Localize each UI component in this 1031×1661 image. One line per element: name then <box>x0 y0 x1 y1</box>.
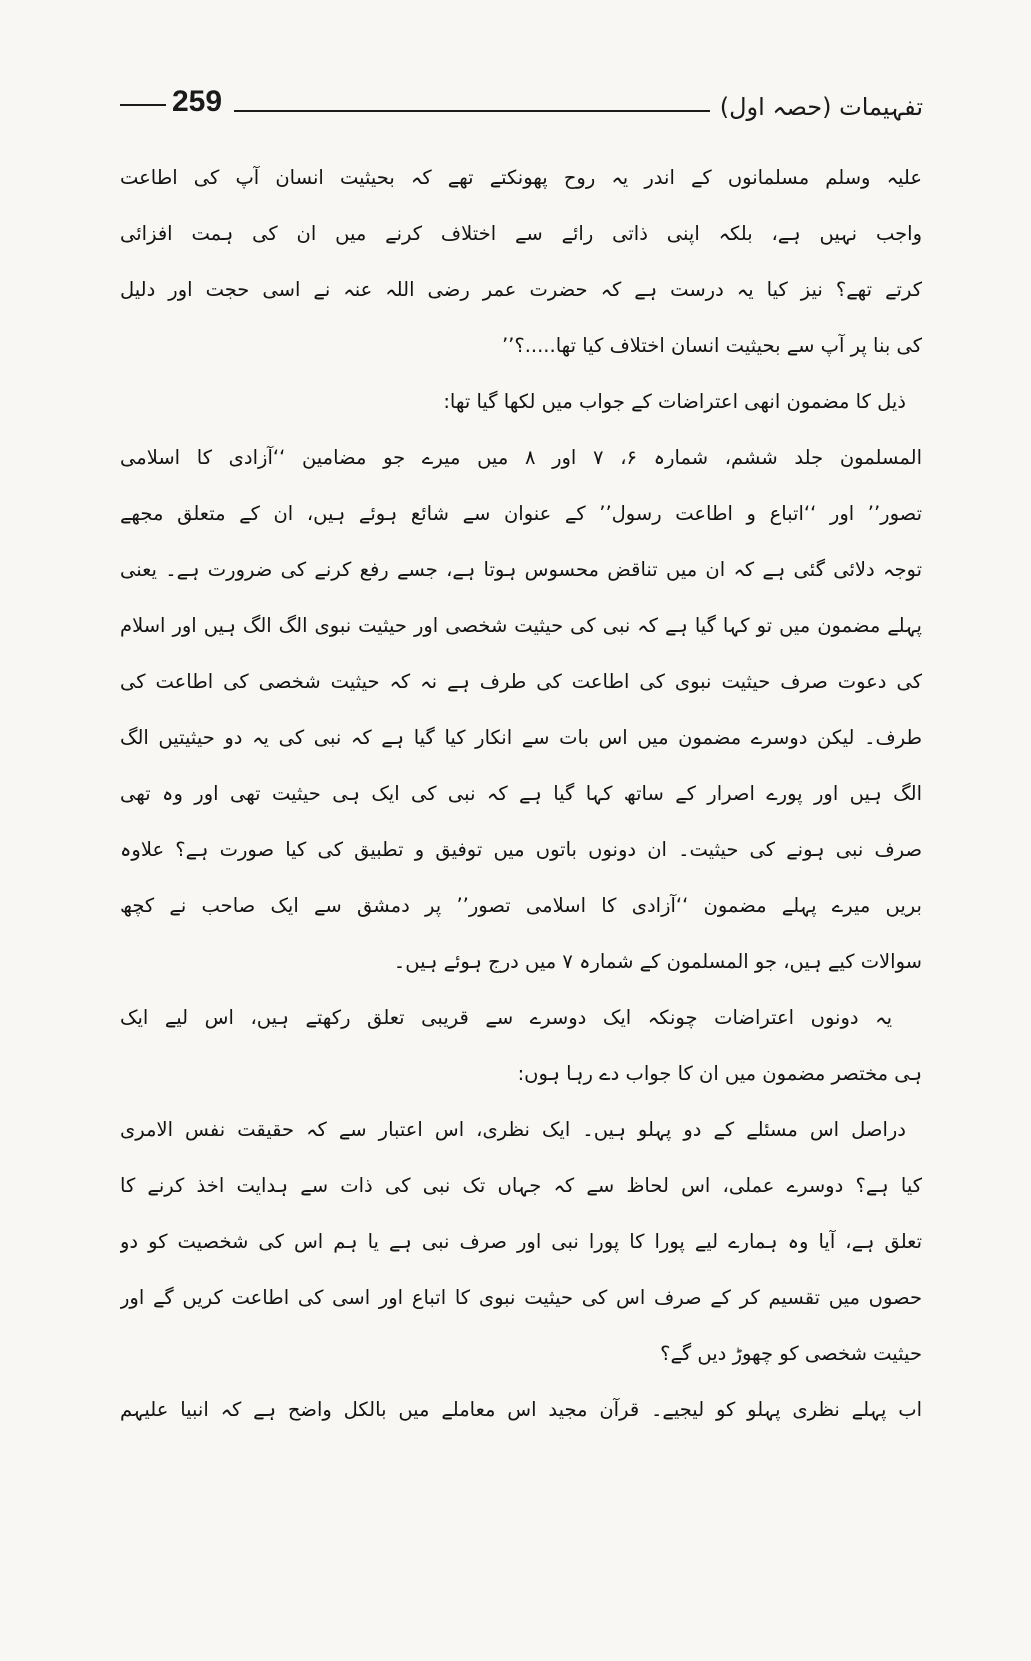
text-line: طرف۔ لیکن دوسرے مضمون میں اس بات سے انکار کیا گیا ہے کہ نبی کی یہ دو حیثیتیں الگ <box>120 726 922 749</box>
header-dash <box>120 104 166 106</box>
text-line: علیہ وسلم مسلمانوں کے اندر یہ روح پھونکتے تھے کہ بحیثیت انسان آپ کی اطاعت <box>120 166 922 189</box>
text-line: واجب نہیں ہے، بلکہ اپنی ذاتی رائے سے اختلاف کرنے میں ان کی ہمت افزائی <box>120 222 922 245</box>
text-line: پہلے مضمون میں تو کہا گیا ہے کہ نبی کی حیثیت شخصی اور حیثیت نبوی الگ الگ ہیں اور اسلام <box>120 614 922 637</box>
text-line: المسلمون جلد ششم، شمارہ ۶، ۷ اور ۸ میں میرے جو مضامین ‘‘آزادی کا اسلامی <box>120 446 922 469</box>
text-line: سوالات کیے ہیں، جو المسلمون کے شمارہ ۷ میں درج ہوئے ہیں۔ <box>393 950 922 973</box>
text-line: بریں میرے پہلے مضمون ‘‘آزادی کا اسلامی تصور’’ پر دمشق سے ایک صاحب نے کچھ <box>120 894 922 917</box>
running-title: تفہیمات (حصہ اول) <box>719 93 923 121</box>
text-line: کیا ہے؟ دوسرے عملی، اس لحاظ سے کہ جہاں تک نبی کی ذات سے ہدایت اخذ کرنے کا <box>120 1174 922 1197</box>
text-line: حیثیت شخصی کو چھوڑ دیں گے؟ <box>660 1342 922 1365</box>
text-line: کی دعوت صرف حیثیت نبوی کی اطاعت کی طرف ہے نہ کہ حیثیت شخصی کی اطاعت کی <box>120 670 922 693</box>
text-line: ہی مختصر مضمون میں ان کا جواب دے رہا ہوں: <box>517 1062 922 1085</box>
text-line: تعلق ہے، آیا وہ ہمارے لیے پورا کا پورا نبی اور صرف نبی ہے یا ہم اس کی شخصیت کو دو <box>120 1230 922 1253</box>
text-line: تصور’’ اور ‘‘اتباع و اطاعت رسول’’ کے عنوان سے شائع ہوئے ہیں، ان کے متعلق مجھے <box>120 502 922 525</box>
text-line: توجہ دلائی گئی ہے کہ ان میں تناقض محسوس ہوتا ہے، جسے رفع کرنے کی ضرورت ہے۔ یعنی <box>120 558 922 581</box>
text-line: الگ ہیں اور پورے اصرار کے ساتھ کہا گیا ہے کہ نبی کی ایک ہی حیثیت تھی اور وہ تھی <box>120 782 922 805</box>
page-number: 259 <box>172 85 223 118</box>
text-line: اب پہلے نظری پہلو کو لیجیے۔ قرآن مجید اس معاملے میں بالکل واضح ہے کہ انبیا علیہم <box>120 1398 922 1421</box>
body-text <box>120 158 922 1446</box>
text-line: ذیل کا مضمون انھی اعتراضات کے جواب میں لکھا گیا تھا: <box>443 390 906 413</box>
text-line: یہ دونوں اعتراضات چونکہ ایک دوسرے سے قریبی تعلق رکھتے ہیں، اس لیے ایک <box>120 1006 892 1029</box>
text-line: کرتے تھے؟ نیز کیا یہ درست ہے کہ حضرت عمر رضی اللہ عنہ نے اسی حجت اور دلیل <box>120 278 922 301</box>
text-line: دراصل اس مسئلے کے دو پہلو ہیں۔ ایک نظری، اس اعتبار سے کہ حقیقت نفس الامری <box>120 1118 906 1141</box>
text-line: صرف نبی ہونے کی حیثیت۔ ان دونوں باتوں میں توفیق و تطبیق کی کیا صورت ہے؟ علاوہ <box>120 838 922 861</box>
header-rule <box>234 110 710 112</box>
text-line: کی بنا پر آپ سے بحیثیت انسان اختلاف کیا تھا.....؟’’ <box>501 334 922 357</box>
text-line: حصوں میں تقسیم کر کے صرف اس کی حیثیت نبوی کا اتباع اور اسی کی اطاعت کریں گے اور <box>120 1286 922 1309</box>
